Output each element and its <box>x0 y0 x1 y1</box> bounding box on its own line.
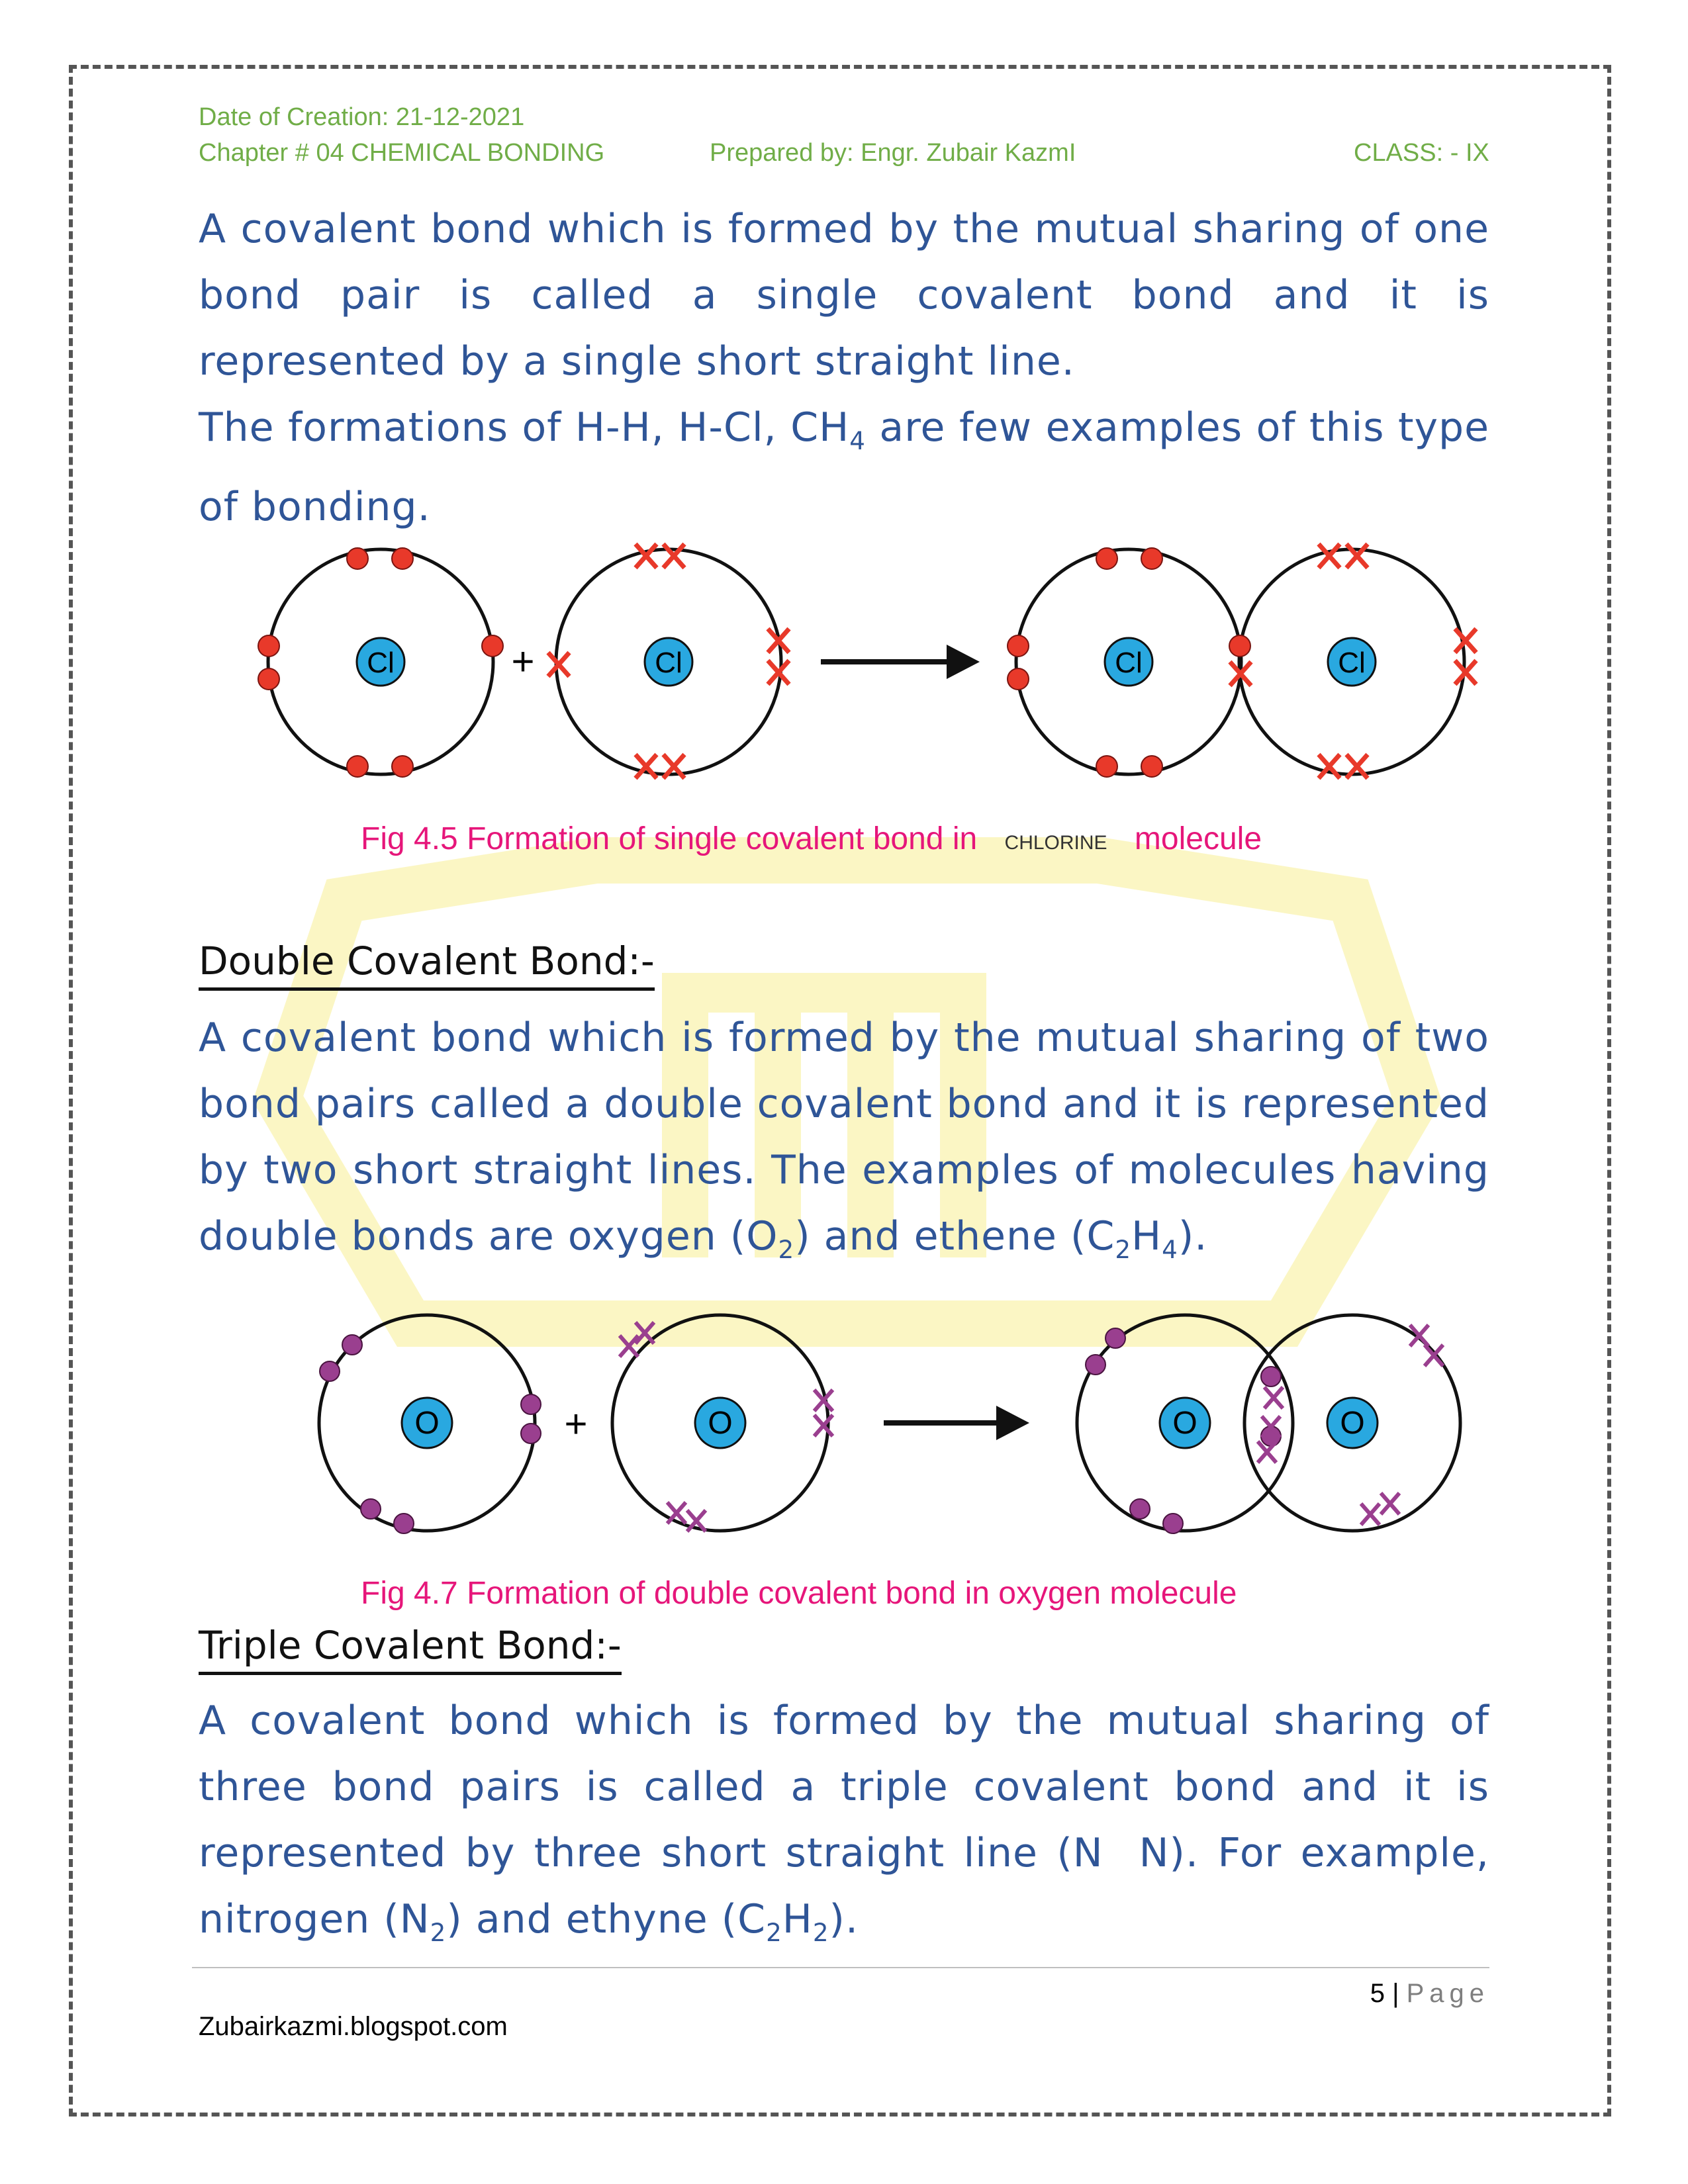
triple-bond-text: H <box>782 1896 813 1942</box>
oxygen-bond-figure <box>305 1310 1483 1555</box>
atom-label-o: O <box>1172 1406 1197 1441</box>
subscript: 2 <box>1115 1235 1132 1264</box>
double-bond-text: A covalent bond which is formed by the mutual sharing of two bond pairs called a double covalent bond and it is represented by two short straight lines. The examples of molecules having double bonds are oxygen (O <box>199 1015 1489 1259</box>
footer-site-url: Zubairkazmi.blogspot.com <box>199 2012 508 2041</box>
figure-caption-oxygen: Fig 4.7 Formation of double covalent bond in oxygen molecule <box>361 1576 1237 1611</box>
header-prepared-by: Prepared by: Engr. Zubair KazmI <box>710 139 1076 167</box>
triple-bond-text: ) and ethyne (C <box>446 1896 767 1942</box>
subscript: 2 <box>812 1918 829 1947</box>
header-date: Date of Creation: 21-12-2021 <box>199 103 525 131</box>
atom-label-o: O <box>708 1406 733 1441</box>
plus-sign: + <box>564 1402 588 1446</box>
atom-label-cl: Cl <box>1338 647 1366 679</box>
triple-bond-text: N). For example, nitrogen (N <box>199 1830 1489 1942</box>
page-separator: | <box>1392 1979 1399 2008</box>
atom-label-cl: Cl <box>655 647 682 679</box>
double-bond-paragraph <box>199 1005 1489 1283</box>
subscript: 2 <box>430 1918 447 1947</box>
atom-label-cl: Cl <box>1115 647 1143 679</box>
triple-bond-paragraph <box>199 1688 1489 1966</box>
atom-label-cl: Cl <box>367 647 395 679</box>
caption-word-chlorine: CHLORINE <box>1004 832 1107 854</box>
page-word: Page <box>1406 1979 1489 2008</box>
heading-double-covalent-bond: Double Covalent Bond:- <box>199 938 655 991</box>
caption-text: Fig 4.5 Formation of single covalent bond in <box>361 821 978 856</box>
single-bond-definition: A covalent bond which is formed by the mutual sharing of one bond pair is called a single covalent bond and it is represented by a single short straight line. <box>199 206 1489 385</box>
chlorine-bond-figure <box>252 529 1496 807</box>
page-number-value: 5 <box>1370 1979 1385 2008</box>
double-bond-text: ). <box>1178 1213 1208 1259</box>
subscript: 2 <box>778 1235 795 1264</box>
single-bond-examples-a: The formations of H-H, H-Cl, CH <box>199 404 850 451</box>
footer-divider <box>192 1967 1489 1968</box>
subscript: 4 <box>1162 1235 1178 1264</box>
single-bond-examples-b: are few examples of this type of bonding. <box>199 404 1489 530</box>
header-chapter: Chapter # 04 CHEMICAL BONDING <box>199 139 605 167</box>
header-class: CLASS: - IX <box>1354 139 1489 167</box>
double-bond-text: ) and ethene (C <box>794 1213 1115 1259</box>
subscript: 2 <box>766 1918 782 1947</box>
caption-text: molecule <box>1134 821 1262 856</box>
plus-sign: + <box>511 639 535 684</box>
triple-bond-text: A covalent bond which is formed by the mutual sharing of three bond pairs is called a triple covalent bond and it is represented by three short straight line (N <box>199 1698 1489 1876</box>
atom-label-o: O <box>1340 1406 1365 1441</box>
double-bond-text: H <box>1131 1213 1162 1259</box>
heading-triple-covalent-bond: Triple Covalent Bond:- <box>199 1623 622 1675</box>
triple-bond-text: ). <box>829 1896 859 1942</box>
page-number <box>1370 1979 1489 2009</box>
single-bond-paragraph <box>199 196 1489 540</box>
subscript: 4 <box>849 426 866 455</box>
atom-label-o: O <box>414 1406 440 1441</box>
figure-caption-chlorine <box>361 821 1262 857</box>
